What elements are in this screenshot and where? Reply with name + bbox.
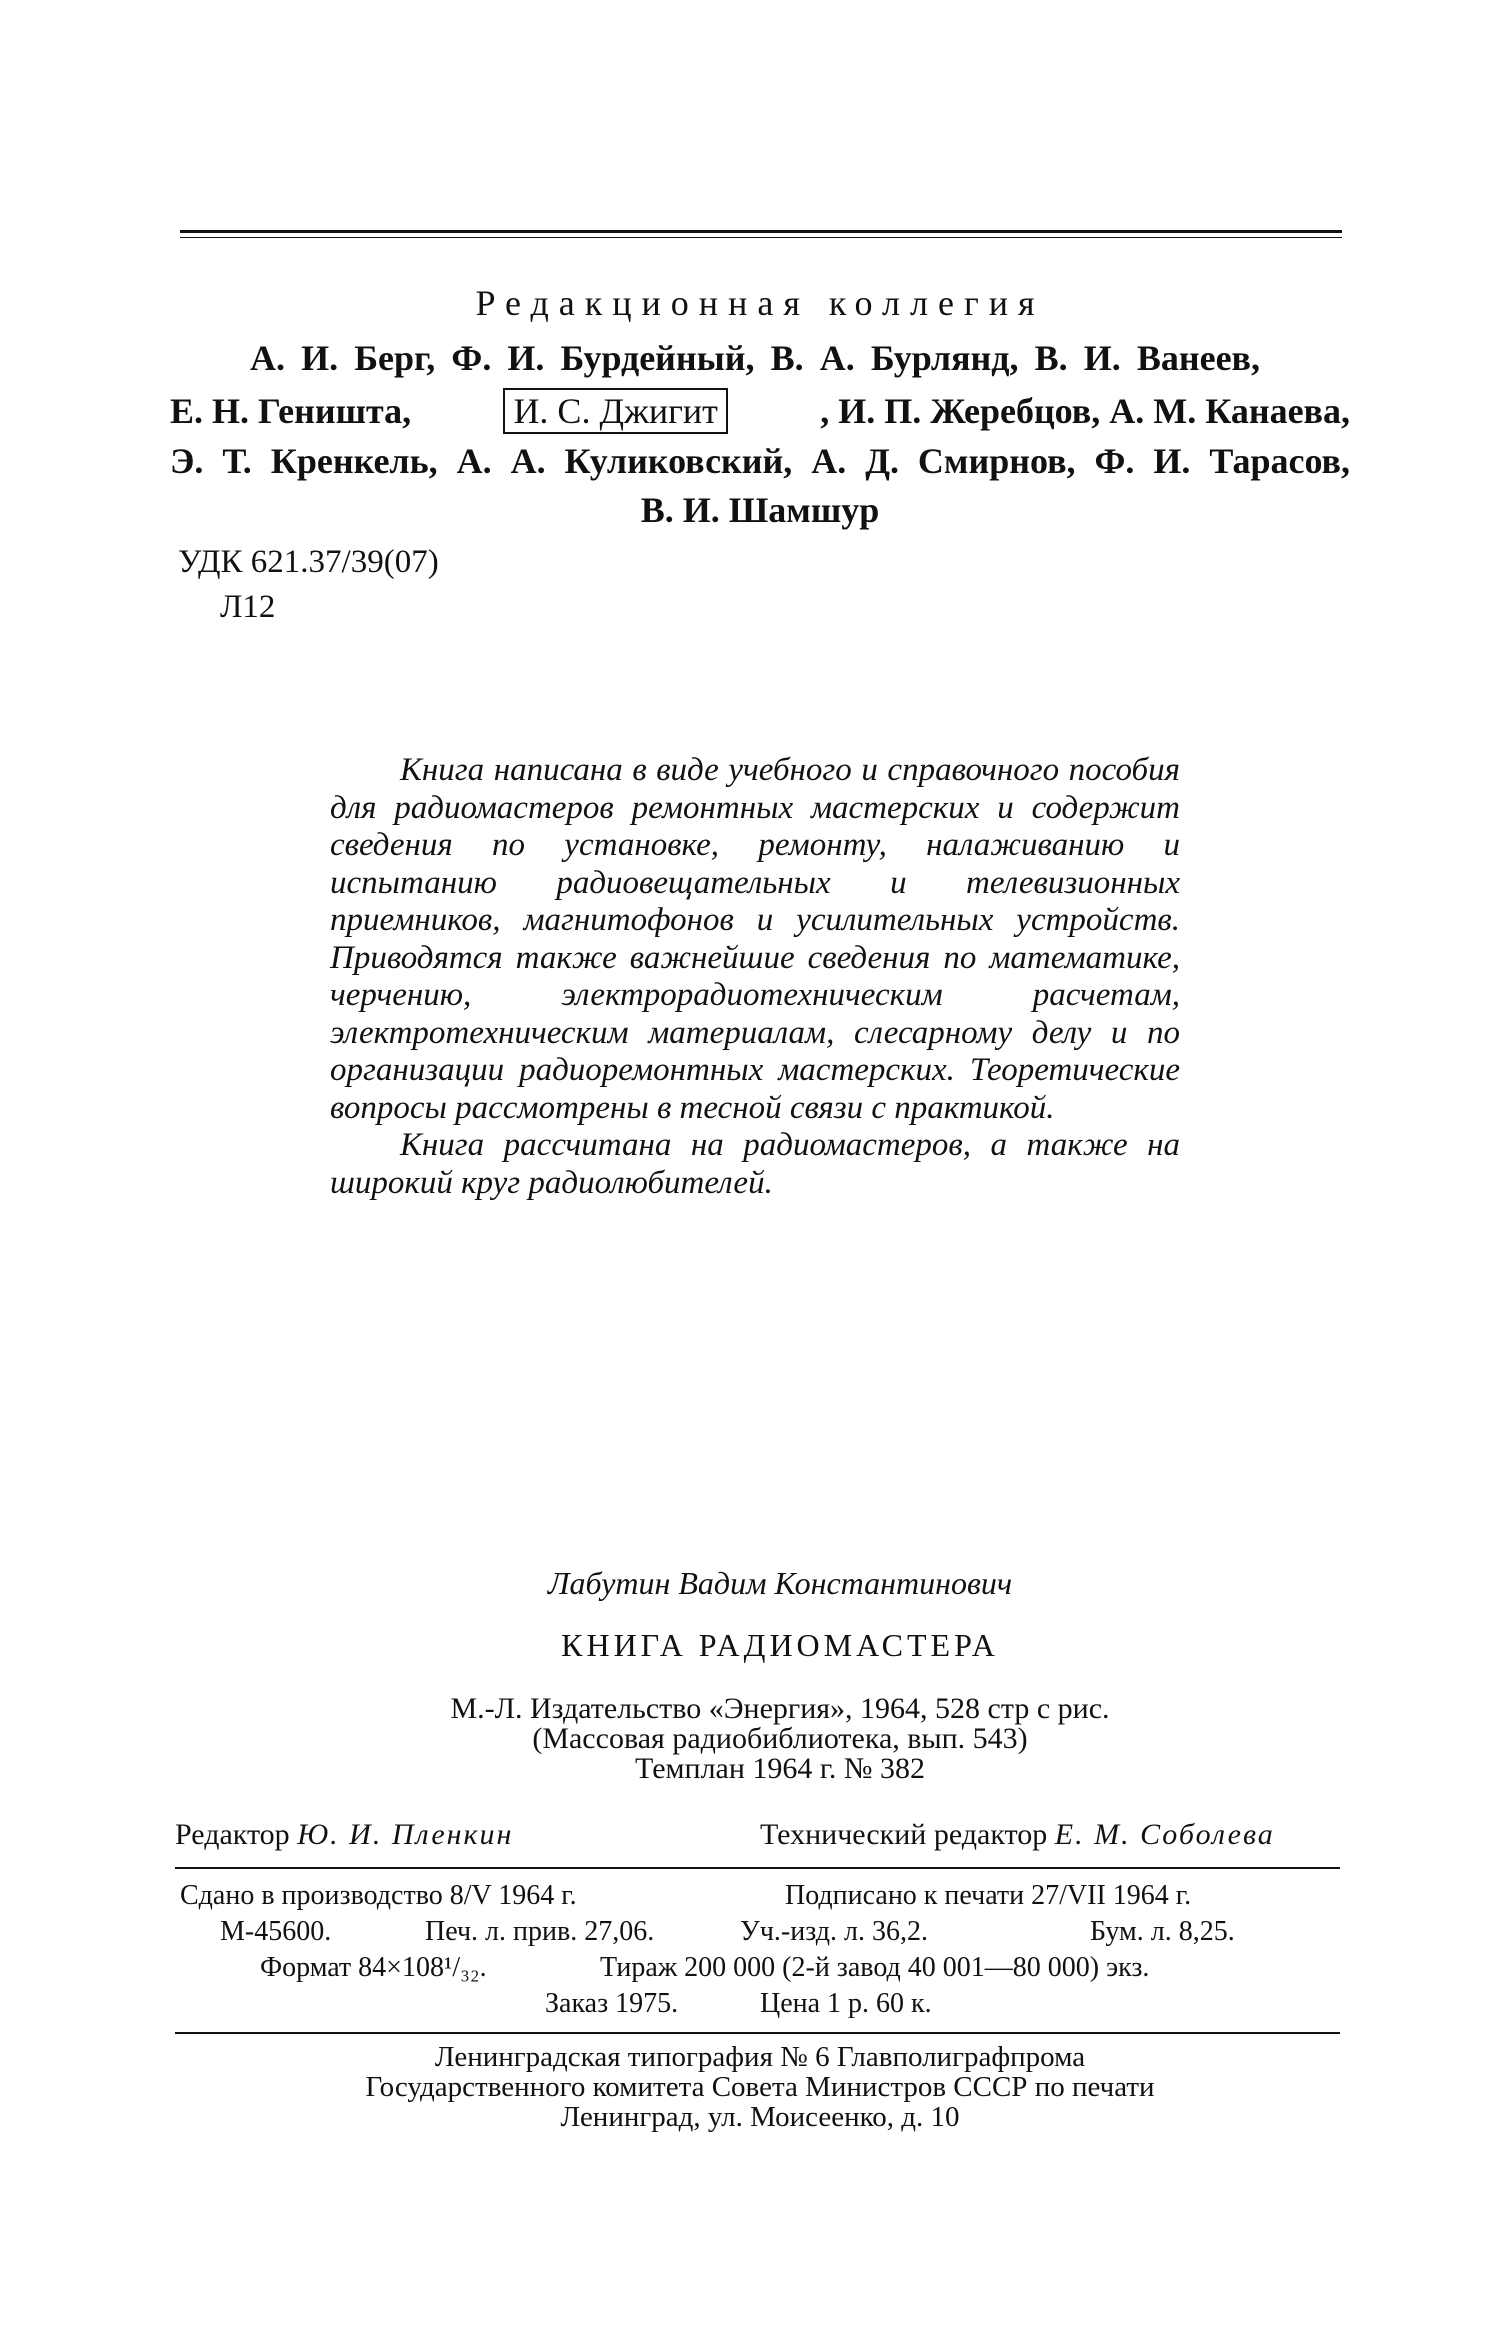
editorial-board-line-2 [170,388,1350,434]
printer-line-1: Ленинградская типография № 6 Главполиграфпрома [434,2041,1086,2073]
editorial-board-line-1: А. И. Берг, Ф. И. Бурдейный, В. А. Бурлянд, В. И. Ванеев, [250,338,1260,378]
top-rule-thin [180,237,1342,238]
editorial-board-title: Редакционная коллегия [475,283,1045,323]
boxed-member-dzhigit: И. С. Джигит [503,388,727,434]
publication-info [300,1694,1260,1784]
credits-rule [175,1867,1340,1869]
editor-name: Ю. И. Пленкин [297,1818,514,1851]
member-genishta: Е. Н. Геништа, [170,391,412,431]
print-row-1 [175,1880,1335,1914]
abstract-paragraph-2: Книга рассчитана на радиомастеров, а также на широкий круг радиолюбителей. [330,1127,1180,1201]
editorial-board-line-3: Э. Т. Кренкель, А. А. Куликовский, А. Д. Смирнов, Ф. И. Тарасов, [170,441,1350,481]
print-sheets: Печ. л. прив. 27,06. [425,1916,655,1947]
abstract [330,752,1180,1202]
printer-rule [175,2032,1340,2034]
editor-label: Редактор [175,1818,290,1851]
printer-line-3: Ленинград, ул. Моисеенко, д. 10 [560,2101,960,2133]
paper-sheets: Бум. л. 8,25. [1090,1916,1235,1947]
editorial-board-line-4: В. И. Шамшур [640,490,880,530]
format: Формат 84×108¹/₃₂. [260,1952,487,1983]
production-date: Сдано в производство 8/V 1964 г. [180,1880,577,1911]
publisher-line: М.-Л. Издательство «Энергия», 1964, 528 стр с рис. [450,1692,1110,1725]
price: Цена 1 р. 60 к. [760,1988,932,2019]
templan-line: Темплан 1964 г. № 382 [635,1752,925,1785]
print-row-3 [175,1952,1335,1986]
editor-credit [175,1818,513,1852]
order-number: Заказ 1975. [545,1988,679,2019]
library-code: Л12 [220,589,276,625]
print-row-2 [175,1916,1335,1950]
members-rest: , И. П. Жеребцов, А. М. Канаева, [820,391,1350,431]
tech-editor-label: Технический редактор [760,1818,1048,1851]
boxed-member-group [503,388,727,434]
print-row-4 [175,1988,1335,2022]
printer-line-2: Государственного комитета Совета Министров СССР по печати [365,2071,1155,2103]
license-number: М-45600. [220,1916,332,1947]
author-name: Лабутин Вадим Константинович [547,1565,1013,1601]
tech-editor-name: Е. М. Соболева [1054,1818,1275,1851]
printer-info [180,2042,1340,2132]
signed-date: Подписано к печати 27/VII 1964 г. [785,1880,1192,1911]
book-title: КНИГА РАДИОМАСТЕРА [561,1627,999,1663]
udk-code: УДК 621.37/39(07) [178,544,439,580]
series-line: (Массовая радиобиблиотека, вып. 543) [532,1722,1028,1755]
classification-block [178,540,439,630]
edition-sheets: Уч.-изд. л. 36,2. [740,1916,928,1947]
top-rule [180,230,1342,233]
print-run: Тираж 200 000 (2-й завод 40 001—80 000) экз. [600,1952,1150,1983]
tech-editor-credit [760,1818,1275,1852]
abstract-paragraph-1: Книга написана в виде учебного и справочного пособия для радиомастеров ремонтных мастерских и содержит сведения по установке, ремонту, налаживанию и испытанию радиовещательных и телевизионных приемников, магнитофонов и усилительных устройств. Приводятся также важнейшие сведения по математике, черчению, электрорадиотехническим расчетам, электротехническим материалам, слесарному делу и по организации радиоремонтных мастерских. Теоретические вопросы рассмотрены в тесной связи с практикой. [330,752,1180,1126]
